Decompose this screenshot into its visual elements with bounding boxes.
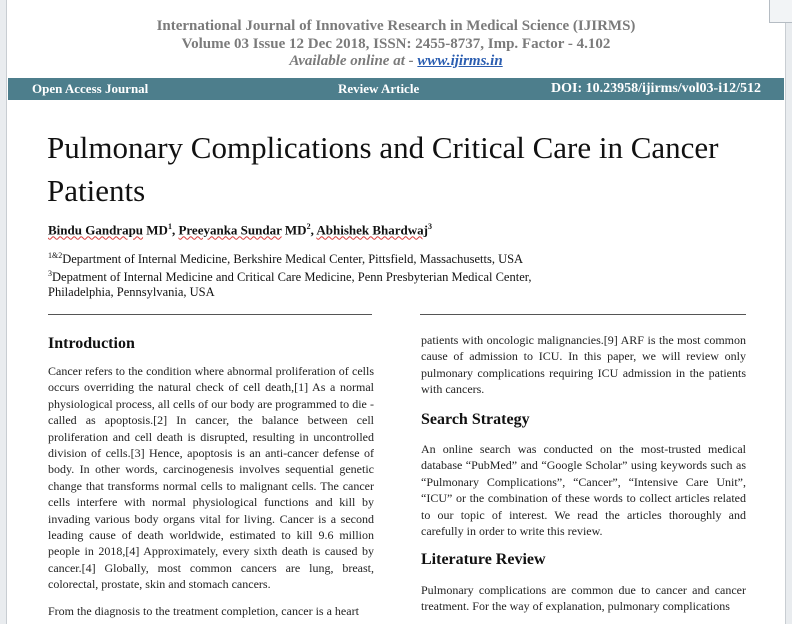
article-type-label: Review Article [338,81,420,96]
affiliation-2-cont: Philadelphia, Pennsylvania, USA [48,285,215,299]
left-column-divider [48,314,372,315]
literature-review-heading: Literature Review [421,551,546,568]
article-title: Pulmonary Complications and Critical Care in Cancer Patients [47,130,719,208]
author-affiliation-marker: 1 [167,222,172,231]
window-right-edge [785,0,792,624]
window-left-edge [0,0,7,624]
author-separator: , [310,222,317,238]
journal-availability [0,53,792,70]
open-access-label: Open Access Journal [32,81,149,96]
affiliation-text: Depatment of Internal Medicine and Critical Care Medicine, Penn Presbyterian Medical Center, [52,270,532,285]
introduction-paragraph: Cancer refers to the condition where abnormal proliferation of cells occurs overriding the natural check of cell death,[1] As a normal physiological process, all cells of our body are programmed to die - called as apoptosis.[2] In cancer, the balance between cell proliferation and cell death is disrupted, resulting in uncontrolled division of cells.[3] Hence, apoptosis is an anti-cancer defense of body. In other words, carcinogenesis involves sequential genetic change that transforms normal cells to malignant cells. The cancer cells interfere with normal physiological functions and kill by invading various body organs vital for living. Cancer is a second leading cause of death worldwide, estimated to kill 9.6 million people in 2018,[4] Approximately, every sixth death is caused by cancer.[4] Globally, most common cancers are lung, breast, colorectal, prostate, skin and stomach cancers. [48,364,374,592]
author-separator: , [171,222,179,238]
introduction-heading: Introduction [48,335,135,352]
affiliation-marker: 3 [48,269,52,278]
introduction-paragraph-2: From the diagnosis to the treatment completion, cancer is a heart [48,604,359,618]
continued-paragraph: patients with oncologic malignancies.[9] ARF is the most common cause of admission to ICU. In this paper, we will review only pulmonary complications requiring ICU admission in the patients with cancers. [421,333,746,397]
search-strategy-paragraph: An online search was conducted on the most-trusted medical database “PubMed” and “Google Scholar” using keywords such as “Pulmonary Complications”, “Cancer”, “Intensive Care Unit”, “ICU” or the combination of these words to collect articles related to our topic of interest. We read the articles thoroughly and carefully in order to write this review. [421,442,746,539]
author-list [48,222,432,238]
author-affiliation-marker: 3 [427,222,432,231]
author-name: Bindu Gandrapu [48,222,144,238]
affiliation-text: Department of Internal Medicine, Berkshire Medical Center, Pittsfield, Massachusetts, USA [62,252,524,267]
journal-volume-info: Volume 03 Issue 12 Dec 2018, ISSN: 2455-8737, Imp. Factor - 4.102 [181,36,611,52]
author-name: Preeyanka Sundar [178,222,282,238]
journal-info-bar [8,78,784,100]
author-name: Abhishek Bhardwaj [316,222,428,238]
literature-review-paragraph: Pulmonary complications are common due to cancer and cancer treatment. For the way of explanation, pulmonary complications [421,583,746,614]
affiliation-marker: 1&2 [48,251,63,260]
author-degree: MD [281,222,307,238]
availability-label: Available online at - [289,53,418,69]
journal-name: International Journal of Innovative Research in Medical Science (IJIRMS) [156,18,636,34]
author-degree: MD [143,222,168,238]
doi-label: DOI: 10.23958/ijirms/vol03-i12/512 [551,81,761,96]
journal-website-link[interactable]: www.ijirms.in [417,53,503,69]
author-affiliation-marker: 2 [306,222,311,231]
right-column-divider [420,314,746,315]
search-strategy-heading: Search Strategy [421,411,530,428]
